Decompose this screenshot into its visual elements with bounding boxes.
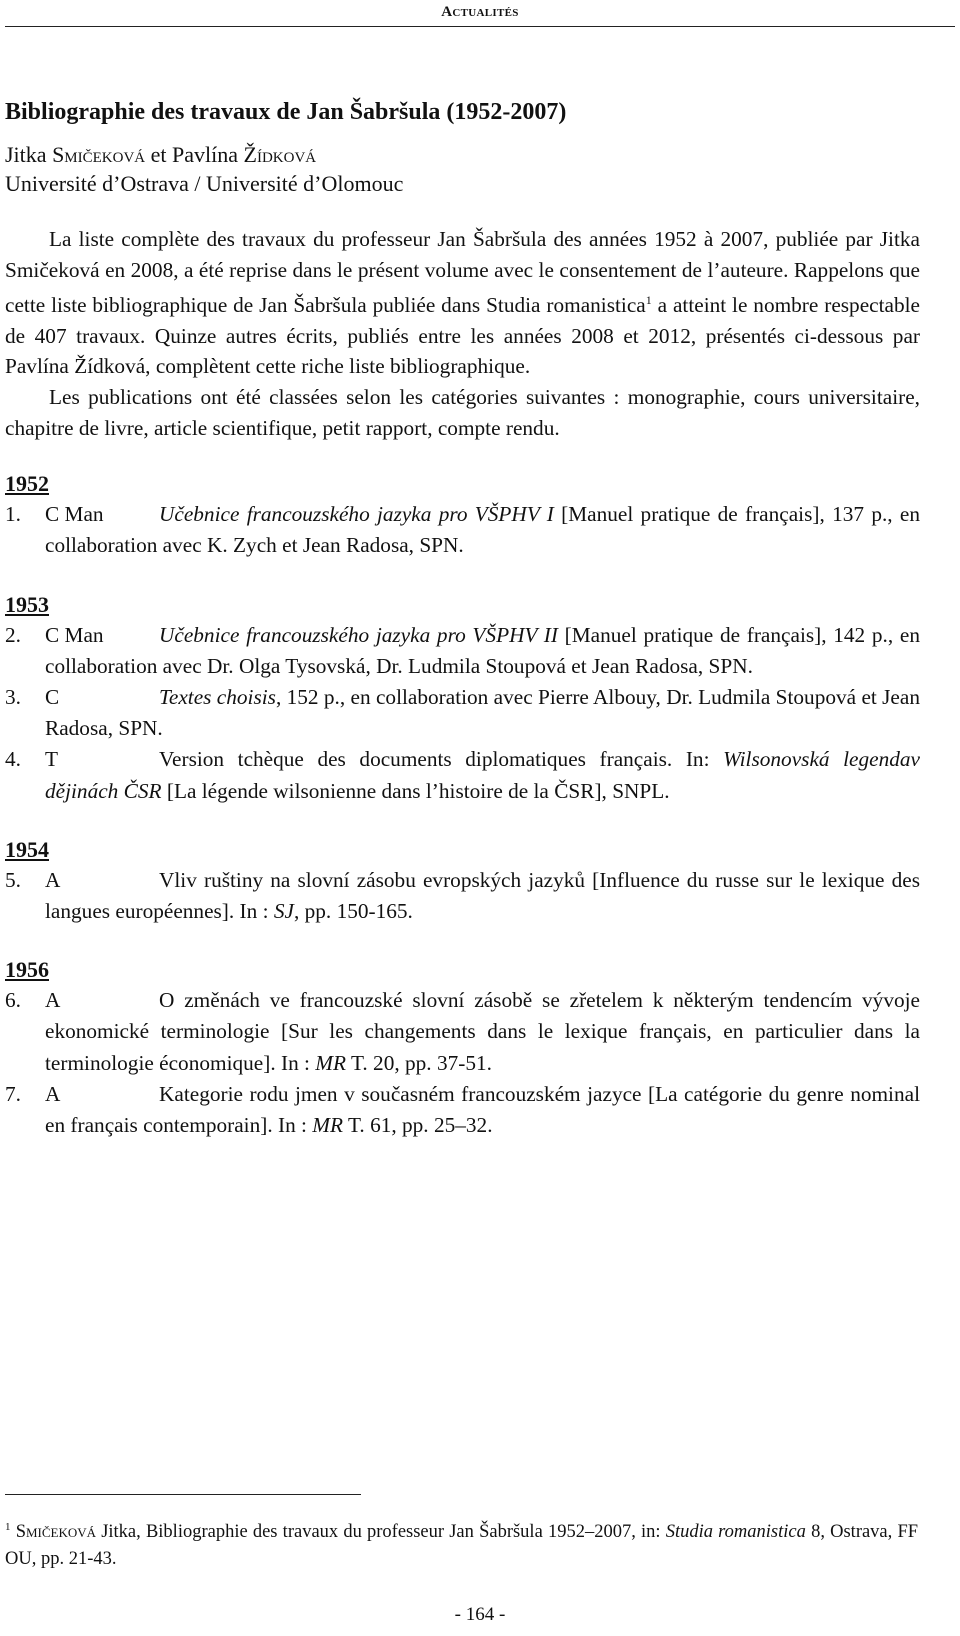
entry-source: MR <box>312 1113 344 1138</box>
footnote-journal: Studia romanistica <box>665 1522 806 1543</box>
year-heading: 1956 <box>5 957 49 983</box>
entry-source: SJ <box>273 899 294 924</box>
entry-text: Kategorie rodu jmen v současném francouzském jazyce [La catégorie du genre nominal en français contemporain]. In : <box>45 1081 920 1138</box>
entry-source: Wilsonovská legendav dějinách ČSR <box>45 747 921 803</box>
introduction <box>5 224 920 443</box>
page-number: - 164 - <box>454 1604 506 1625</box>
year-block <box>5 835 920 927</box>
entry-category: C <box>45 685 60 710</box>
year-block <box>5 469 920 561</box>
entry-text: Vliv ruštiny na slovní zásobu evropských jazyků [Influence du russe sur le lexique des langues européennes]. In : <box>45 867 920 924</box>
entry-details: T. 61, pp. 25–32. <box>343 1113 493 1138</box>
entry-category: C Man <box>45 502 104 527</box>
year-block <box>5 955 920 1141</box>
author1-last: Smičeková <box>52 142 146 167</box>
footnote-reference[interactable]: 1 <box>645 293 652 308</box>
bibliography-entry <box>5 620 920 682</box>
entry-number: 5. <box>5 867 21 892</box>
entry-number: 3. <box>5 685 21 710</box>
year-heading: 1954 <box>5 836 49 862</box>
footnote-text-end: 8, Ostrava, FF OU, pp. 21-43. <box>5 1522 919 1570</box>
intro-paragraph-1 <box>5 224 920 382</box>
bibliography-entry <box>5 499 920 561</box>
year-heading: 1952 <box>5 471 49 497</box>
bibliography-entry <box>5 682 920 744</box>
entry-category: A <box>45 867 61 892</box>
entry-number: 1. <box>5 502 21 527</box>
entry-number: 6. <box>5 988 21 1013</box>
entry-category: A <box>45 1081 61 1106</box>
entry-text: Version tchèque des documents diplomatiques français. In: <box>159 747 724 772</box>
entry-number: 2. <box>5 622 21 647</box>
year-block <box>5 590 920 807</box>
intro-p1-text: La liste complète des travaux du professeur Jan Šabršula des années 1952 à 2007, publiée par Jitka Smičeková en 2008, a été reprise dans le présent volume avec le consentement de l’auteure. Rappelons que cette liste bibliographique de Jan Šabršula publiée dans Studia romanistica <box>5 227 920 318</box>
entry-source: MR <box>315 1050 347 1075</box>
article-title: Bibliographie des travaux de Jan Šabršula (1952-2007) <box>5 99 567 125</box>
entry-title: Učebnice francouzského jazyka pro VŠPHV II <box>159 622 558 647</box>
running-head: Actualités <box>441 4 519 20</box>
bibliography-entry <box>5 985 920 1079</box>
entry-details: [Manuel pratique de français], 137 p., en collaboration avec K. Zych et Jean Radosa, SPN. <box>45 502 920 558</box>
entry-details: T. 20, pp. 37-51. <box>346 1050 492 1075</box>
year-heading: 1953 <box>5 591 49 617</box>
intro-p1-text-cont: a atteint le nombre respectable de 407 travaux. Quinze autres écrits, publiés entre les années 2008 et 2012, présentés ci-dessous par Pavlína Žídková, complètent cette riche liste bibliographique. <box>5 293 920 379</box>
entry-title: Učebnice francouzského jazyka pro VŠPHV I <box>159 502 554 527</box>
footnote-author: Smičeková <box>15 1522 97 1543</box>
footnote-text: Jitka, Bibliographie des travaux du professeur Jan Šabršula 1952–2007, in: <box>96 1522 666 1543</box>
intro-paragraph-2: Les publications ont été classées selon les catégories suivantes : monographie, cours universitaire, chapitre de livre, article scientifique, petit rapport, compte rendu. <box>5 385 920 440</box>
bibliography-entry <box>5 865 920 927</box>
entry-category: C Man <box>45 622 104 647</box>
footnote-mark: 1 <box>5 1521 11 1533</box>
entry-details: , pp. 150-165. <box>293 899 413 924</box>
entry-category: A <box>45 988 61 1013</box>
article-body <box>5 97 920 1169</box>
entry-number: 4. <box>5 747 21 772</box>
entry-details: [La légende wilsonienne dans l’histoire de la ČSR], SNPL. <box>161 778 670 803</box>
header-rule <box>5 26 955 27</box>
author-conjunction: et <box>150 142 167 167</box>
entry-text: O změnách ve francouzské slovní zásobě se zřetelem k některým tendencím vývoje ekonomické terminologie [Sur les changements dans le lexique français, en particulier dans la terminologie économique]. In : <box>45 988 920 1075</box>
bibliography-entry <box>5 1079 920 1141</box>
footnote-rule <box>5 1494 361 1495</box>
author2-last: Žídková <box>243 142 317 167</box>
author1-first: Jitka <box>5 142 47 167</box>
affiliation: Université d’Ostrava / Université d’Olomouc <box>5 171 404 196</box>
author2-first: Pavlína <box>172 142 239 167</box>
bibliography-list <box>5 469 920 1141</box>
bibliography-entry <box>5 744 920 806</box>
entry-title: Textes choisis <box>159 685 276 710</box>
entry-details: , 152 p., en collaboration avec Pierre Albouy, Dr. Ludmila Stoupová et Jean Radosa, SPN. <box>45 685 920 741</box>
entry-details: [Manuel pratique de français], 142 p., en collaboration avec Dr. Olga Tysovská, Dr. Ludmila Stoupová et Jean Radosa, SPN. <box>45 622 920 678</box>
entry-number: 7. <box>5 1081 21 1106</box>
author-line <box>5 140 920 169</box>
entry-category: T <box>45 747 59 772</box>
footnote <box>5 1514 918 1573</box>
